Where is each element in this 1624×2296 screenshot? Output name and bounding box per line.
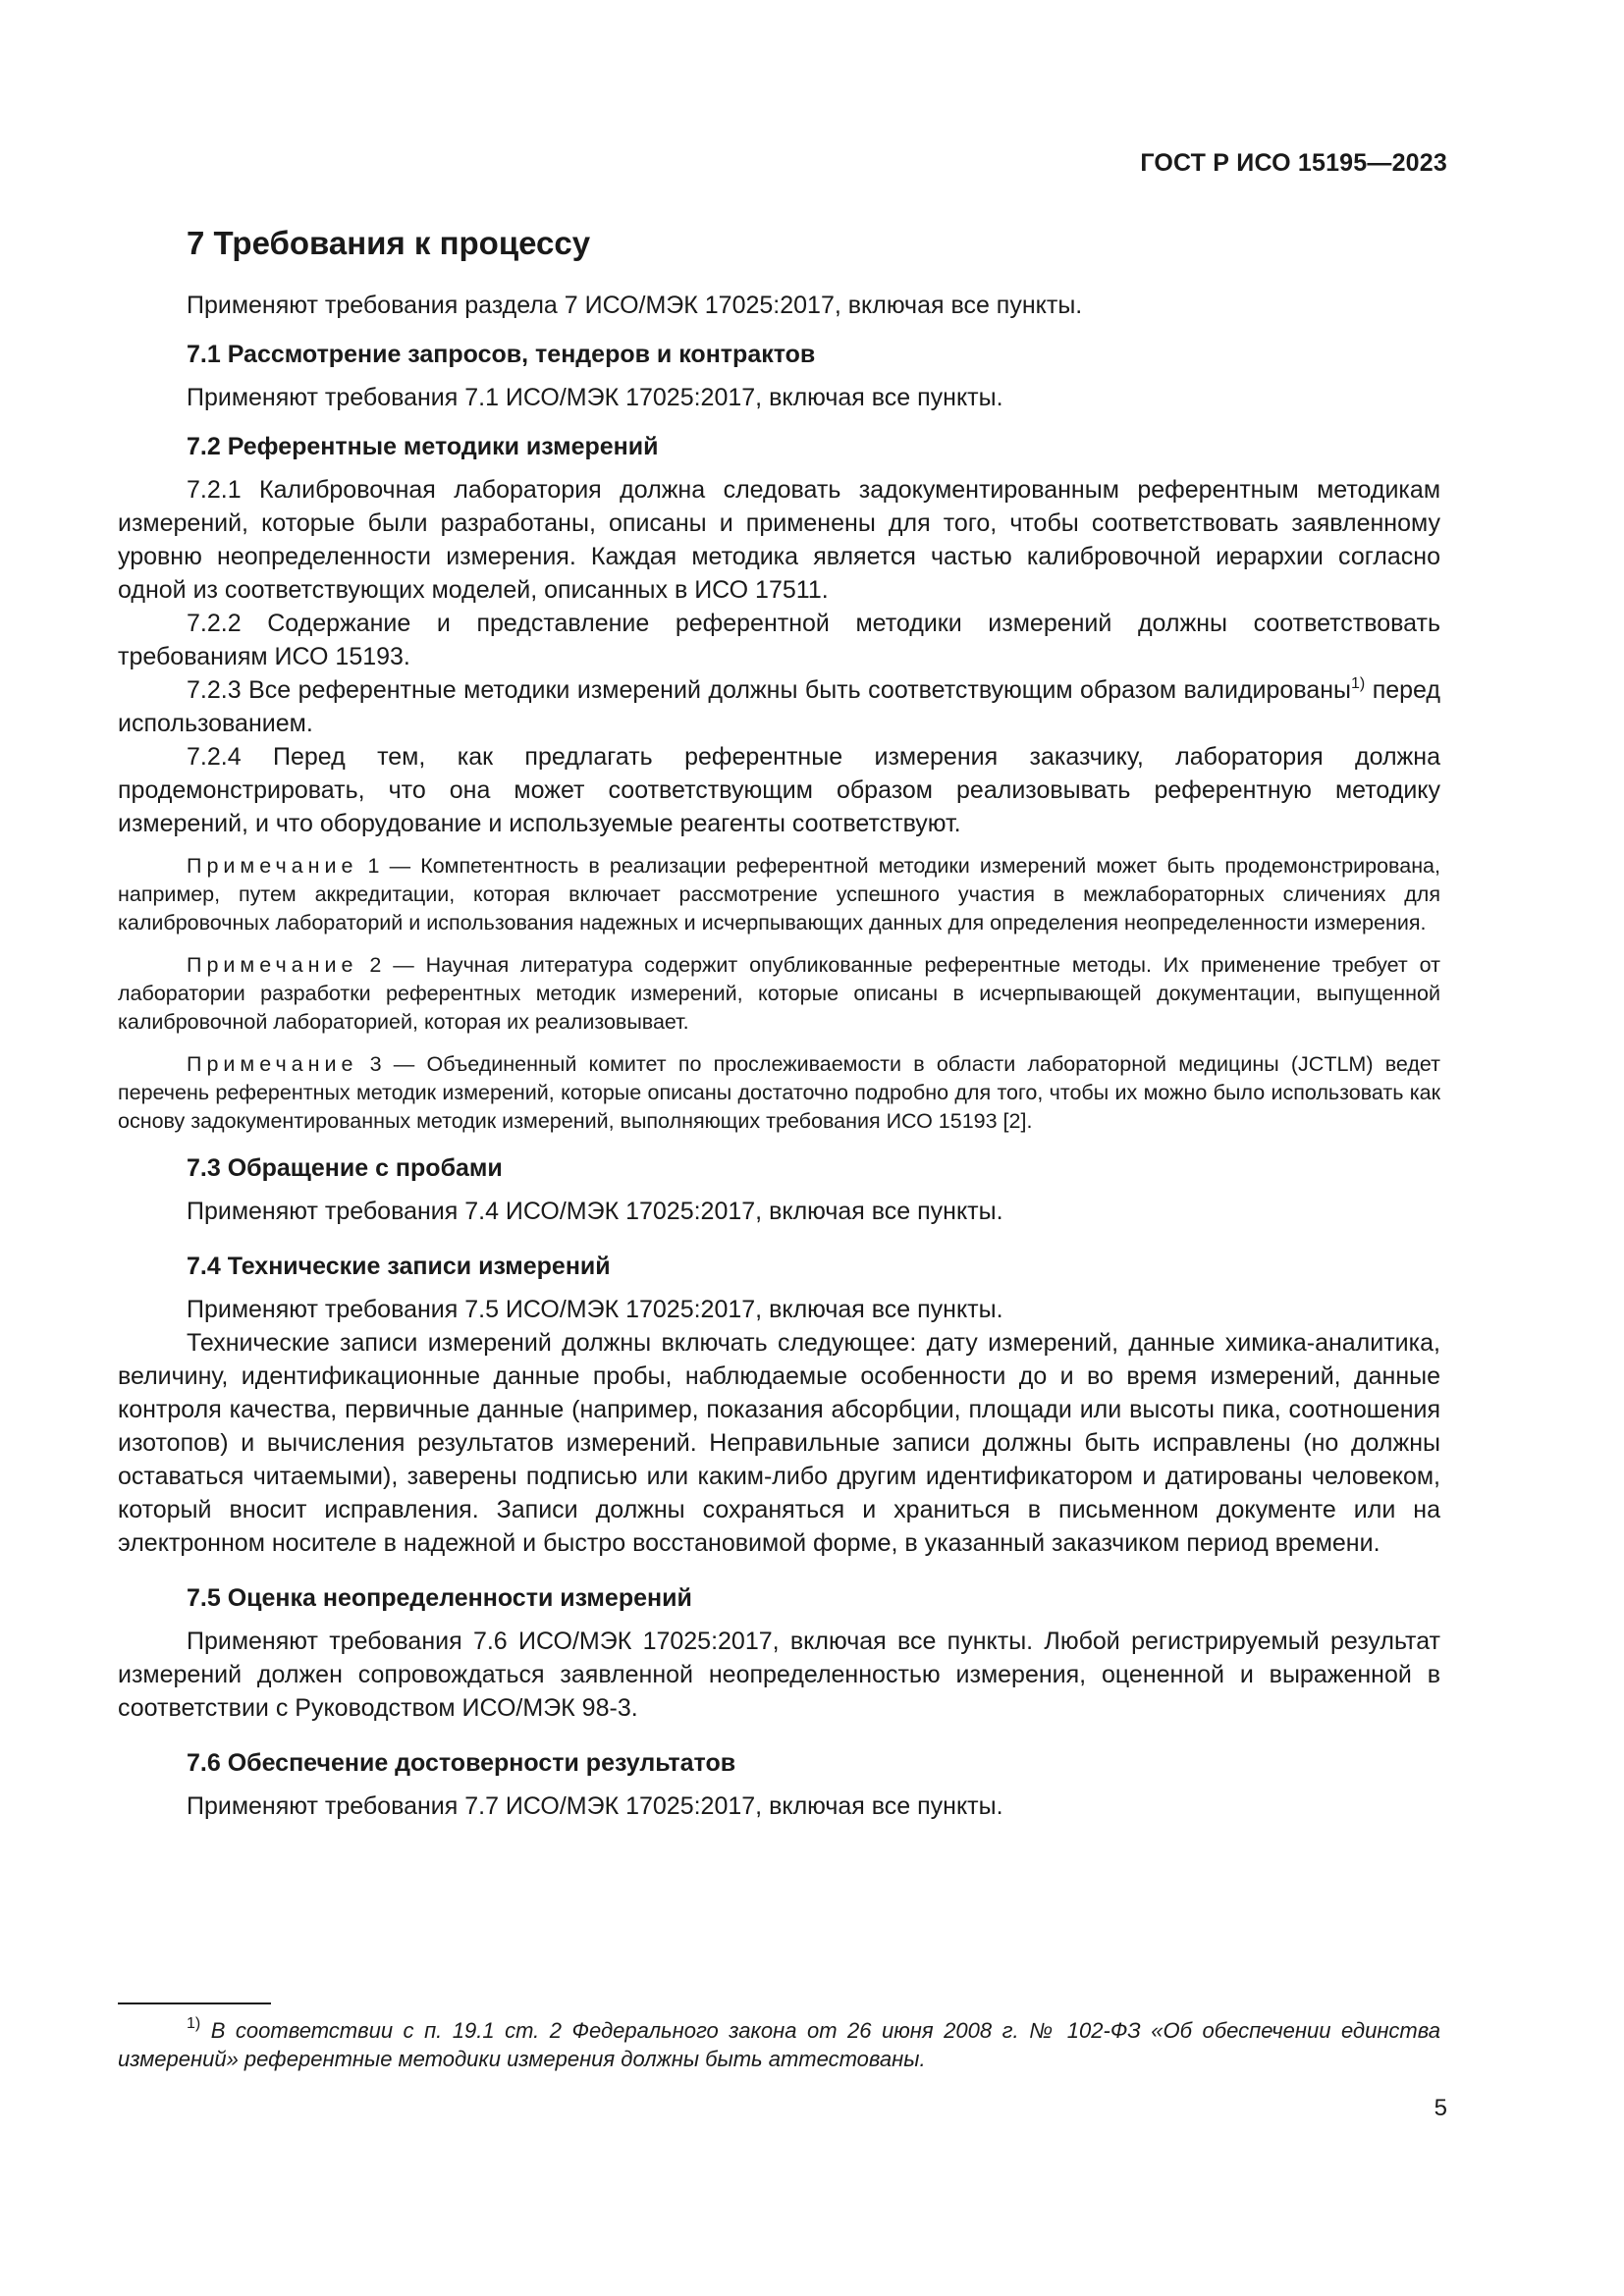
section-7-1-text: Применяют требования 7.1 ИСО/МЭК 17025:2017, включая все пункты. — [187, 384, 1003, 411]
section-7-5-text: Применяют требования 7.6 ИСО/МЭК 17025:2017, включая все пункты. Любой регистрируемый результат измерений должен сопровождаться заявленной неопределенностью измерения, оцененной и выраженной в соответствии с Руководством ИСО/МЭК 98-3. — [118, 1628, 1440, 1722]
note-1-text: 1 — Компетентность в реализации референтной методики измерений может быть продемонстрирована, например, путем аккредитации, которая включает рассмотрение успешного участия в межлабораторных сличениях для калибровочных лабораторий и использования надежных и исчерпывающих данных для определения неопределенности измерения. — [118, 854, 1440, 934]
section-7-2-title: 7.2 Референтные методики измерений — [187, 433, 659, 460]
paragraph-7-2-3 — [118, 673, 1440, 740]
page-content — [118, 224, 1440, 1823]
footnote-1-marker: 1) — [187, 2015, 201, 2032]
section-7-3-text: Применяют требования 7.4 ИСО/МЭК 17025:2017, включая все пункты. — [187, 1198, 1003, 1225]
note-2 — [118, 951, 1440, 1037]
document-code-header: ГОСТ Р ИСО 15195—2023 — [1140, 149, 1447, 177]
section-7-1-title: 7.1 Рассмотрение запросов, тендеров и контрактов — [187, 341, 816, 368]
note-2-text: 2 — Научная литература содержит опубликованные референтные методы. Их применение требует от лаборатории разработки референтных методик измерений, которые описаны в исчерпывающей документации, выпущенной калибровочной лабораторией, которая их реализовывает. — [118, 953, 1440, 1034]
paragraph-7-2-4: 7.2.4 Перед тем, как предлагать референтные измерения заказчику, лаборатория должна продемонстрировать, что она может соответствующим образом реализовывать референтную методику измерений, и что оборудование и используемые реагенты соответствуют. — [118, 743, 1440, 837]
section-7-title: 7 Требования к процессу — [187, 225, 591, 261]
note-2-label: Примечание — [187, 953, 358, 977]
footnote-ref-1[interactable]: 1) — [1351, 675, 1366, 692]
footnote-1 — [118, 2016, 1440, 2073]
paragraph-7-2-3-end: перед использованием. — [118, 676, 1440, 737]
paragraph-7-2-1: 7.2.1 Калибровочная лаборатория должна следовать задокументированным референтным методикам измерений, которые были разработаны, описаны и применены для того, чтобы соответствовать заявленному уровню неопределенности измерения. Каждая методика является частью калибровочной иерархии согласно одной из соответствующих моделей, описанных в ИСО 17511. — [118, 476, 1440, 604]
note-3-text: 3 — Объединенный комитет по прослеживаемости в области лабораторной медицины (JCTLM) ведет перечень референтных методик измерений, которые описаны достаточно подробно для того, чтобы их можно было использовать как основу задокументированных методик измерений, выполняющих требования ИСО 15193 [2]. — [118, 1052, 1440, 1133]
section-7-4-text-1: Применяют требования 7.5 ИСО/МЭК 17025:2017, включая все пункты. — [187, 1296, 1003, 1323]
section-7-6-text: Применяют требования 7.7 ИСО/МЭК 17025:2017, включая все пункты. — [187, 1792, 1003, 1820]
section-7-5-title: 7.5 Оценка неопределенности измерений — [187, 1584, 692, 1612]
footnote-divider — [118, 2002, 271, 2004]
note-1-label: Примечание — [187, 854, 358, 878]
page-number: 5 — [1434, 2095, 1447, 2121]
section-7-4-title: 7.4 Технические записи измерений — [187, 1253, 611, 1280]
note-1 — [118, 852, 1440, 937]
section-7-3-title: 7.3 Обращение с пробами — [187, 1154, 503, 1182]
section-7-intro: Применяют требования раздела 7 ИСО/МЭК 17025:2017, включая все пункты. — [187, 292, 1083, 319]
section-7-6-title: 7.6 Обеспечение достоверности результатов — [187, 1749, 736, 1777]
note-3-label: Примечание — [187, 1052, 358, 1076]
paragraph-7-2-2: 7.2.2 Содержание и представление референтной методики измерений должны соответствовать требованиям ИСО 15193. — [118, 610, 1440, 670]
note-3 — [118, 1050, 1440, 1136]
footnote-1-text: В соответствии с п. 19.1 ст. 2 Федерального закона от 26 июня 2008 г. № 102-ФЗ «Об обеспечении единства измерений» референтные методики измерения должны быть аттестованы. — [118, 2018, 1440, 2071]
section-7-4-text-2: Технические записи измерений должны включать следующее: дату измерений, данные химика-аналитика, величину, идентификационные данные пробы, наблюдаемые особенности до и во время измерений, данные контроля качества, первичные данные (например, показания абсорбции, площади или высоты пика, соотношения изотопов) и вычисления результатов измерений. Неправильные записи должны быть исправлены (но должны оставаться читаемыми), заверены подписью или каким-либо другим идентификатором и датированы человеком, который вносит исправления. Записи должны сохраняться и храниться в письменном документе или на электронном носителе в надежной и быстро восстановимой форме, в указанный заказчиком период времени. — [118, 1329, 1440, 1557]
paragraph-7-2-3-text: 7.2.3 Все референтные методики измерений должны быть соответствующим образом валидированы — [187, 676, 1351, 704]
